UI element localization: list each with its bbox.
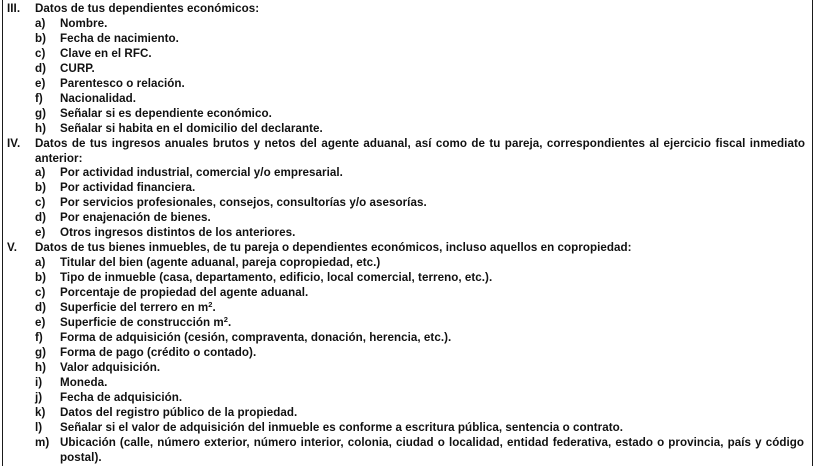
item-letter: a) [35,256,46,270]
item-letter: e) [35,316,46,330]
item-text: Señalar si el valor de adquisición del inmueble es conforme a escritura pública, sentencia o contrato. [60,420,624,434]
item-text: Por actividad industrial, comercial y/o empresarial. [60,166,343,180]
list-item [7,17,807,32]
list-item [7,316,807,331]
item-letter: d) [35,301,47,315]
list-item [7,376,807,391]
list-item [7,77,807,92]
list-item [7,32,807,47]
list-item [7,346,807,361]
item-text-main: Superficie del terrero en m [60,301,209,315]
item-letter: b) [35,31,47,45]
item-text: Ubicación (calle, número exterior, número interior, colonia, ciudad o localidad, entidad federativa, estado o provincia, país y código postal). [60,435,804,464]
item-text: Nacionalidad. [60,91,137,105]
item-letter: c) [35,286,46,300]
list-item [7,47,807,62]
list-item [7,211,807,226]
item-letter: g) [35,345,47,359]
section-heading [7,2,807,17]
list-item [7,436,807,466]
item-text-after: . [212,301,216,315]
item-letter: k) [35,405,46,419]
list-item [7,331,807,346]
item-text: Porcentaje de propiedad del agente aduanal. [60,286,309,300]
list-item [7,271,807,286]
item-letter: b) [35,271,47,285]
section-iii [7,2,807,137]
item-text: CURP. [60,61,95,75]
list-item [7,421,807,436]
list-item [7,256,807,271]
item-letter: c) [35,196,46,210]
section-v [7,241,807,465]
list-item [7,226,807,241]
item-letter: i) [35,375,43,389]
item-letter: m) [35,435,50,449]
list-item [7,166,807,181]
item-text: Señalar si es dependiente económico. [60,106,272,120]
item-letter: l) [35,420,43,434]
list-item [7,62,807,77]
list-item [7,286,807,301]
item-text: Por servicios profesionales, consejos, consultorías y/o asesorías. [60,196,427,210]
item-text: Forma de pago (crédito o contado). [60,345,257,359]
item-letter: f) [35,91,43,105]
item-text: Datos del registro público de la propiedad. [60,405,298,419]
item-text: Forma de adquisición (cesión, compraventa, donación, herencia, etc.). [60,330,452,344]
item-text: Por enajenación de bienes. [60,211,211,225]
section-title: Datos de tus bienes inmuebles, de tu pareja o dependientes económicos, incluso aquellos en copropiedad: [35,241,632,255]
superscript: 2 [223,315,228,325]
item-letter: d) [35,61,47,75]
item-text: Tipo de inmueble (casa, departamento, edificio, local comercial, terreno, etc.). [60,271,493,285]
item-letter: h) [35,360,47,374]
item-text: Moneda. [60,375,108,389]
item-letter: f) [35,330,43,344]
item-text-main: Superficie de construcción m [60,316,224,330]
list-item [7,181,807,196]
section-number: V. [7,241,17,255]
section-iv [7,137,807,242]
section-title: Datos de tus dependientes económicos: [35,2,260,15]
section-heading [7,137,807,167]
list-item [7,361,807,376]
section-number: III. [7,2,21,15]
list-item [7,301,807,316]
list-item [7,406,807,421]
item-text: Titular del bien (agente aduanal, pareja copropiedad, etc.) [60,256,381,270]
item-text: Clave en el RFC. [60,46,152,60]
item-text: Fecha de adquisición. [60,390,183,404]
document-body [7,2,807,466]
item-text: Valor adquisición. [60,360,161,374]
item-letter: a) [35,16,46,30]
item-letter: g) [35,106,47,120]
item-text: Señalar si habita en el domicilio del declarante. [60,121,323,135]
item-text [60,301,807,316]
list-item [7,122,807,137]
item-letter: h) [35,121,47,135]
list-item [7,196,807,211]
item-letter: e) [35,226,46,240]
list-item [7,107,807,122]
section-number: IV. [7,136,21,150]
item-text: Fecha de nacimiento. [60,31,179,45]
item-letter: a) [35,166,46,180]
item-text: Por actividad financiera. [60,181,196,195]
list-item [7,391,807,406]
item-text: Parentesco o relación. [60,76,185,90]
item-text: Otros ingresos distintos de los anteriores. [60,226,296,240]
superscript: 2 [208,300,213,310]
item-letter: e) [35,76,46,90]
item-letter: b) [35,181,47,195]
item-letter: c) [35,46,46,60]
section-title: Datos de tus ingresos anuales brutos y netos del agente aduanal, así como de tu pareja, correspondientes al ejercicio fiscal inmediato anterior: [35,136,805,165]
item-text [60,316,807,331]
item-text-after: . [228,316,232,330]
section-heading [7,241,807,256]
list-item [7,92,807,107]
item-text: Nombre. [60,16,108,30]
item-letter: j) [35,390,43,404]
item-letter: d) [35,211,47,225]
